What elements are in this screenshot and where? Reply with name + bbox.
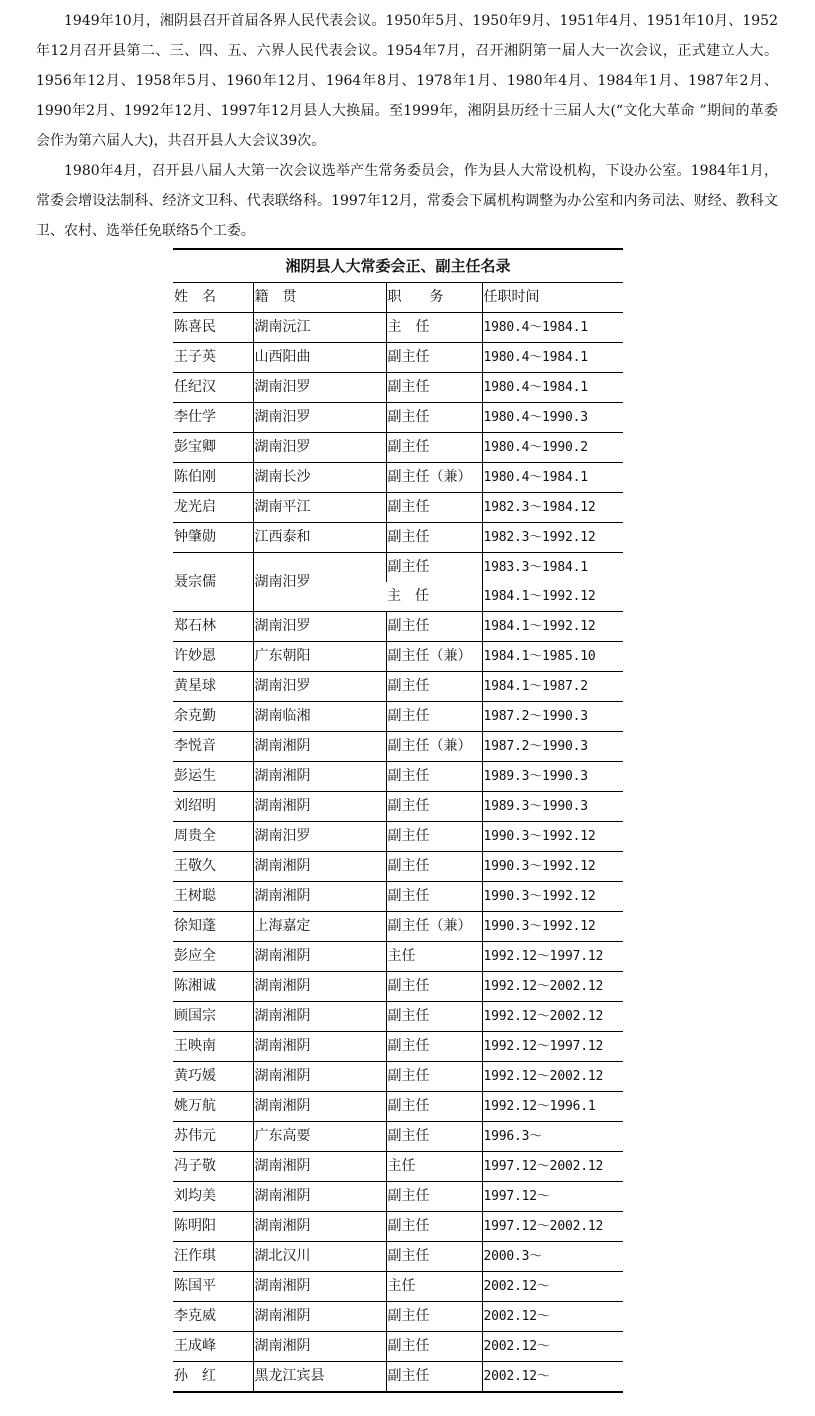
cell-name: 刘均美 (173, 1182, 253, 1212)
cell-term: 2002.12～ (482, 1272, 623, 1302)
cell-name: 郑石林 (173, 612, 253, 642)
cell-post: 副主任 (386, 1122, 482, 1152)
cell-post: 副主任 (386, 343, 482, 373)
cell-name: 彭应全 (173, 942, 253, 972)
cell-name: 王映南 (173, 1032, 253, 1062)
cell-post: 副主任 (386, 672, 482, 702)
cell-name: 聂宗儒 (173, 553, 253, 612)
cell-term: 1992.12～2002.12 (482, 972, 623, 1002)
table-row (173, 762, 623, 792)
cell-term: 1984.1～1992.12 (482, 582, 623, 612)
cell-origin: 湖南汨罗 (253, 612, 386, 642)
cell-origin: 湖南汨罗 (253, 553, 386, 612)
cell-term: 1980.4～1984.1 (482, 313, 623, 343)
cell-post: 副主任 (386, 1242, 482, 1272)
roster-table (173, 282, 623, 1393)
table-header-row (173, 283, 623, 313)
cell-term: 1989.3～1990.3 (482, 792, 623, 822)
cell-name: 许妙恩 (173, 642, 253, 672)
table-row (173, 1302, 623, 1332)
cell-term: 1990.3～1992.12 (482, 822, 623, 852)
cell-post: 副主任 (386, 1362, 482, 1393)
cell-post: 副主任 (386, 493, 482, 523)
cell-origin: 湖南临湘 (253, 702, 386, 732)
table-row (173, 1032, 623, 1062)
cell-post: 副主任 (386, 553, 482, 583)
cell-term: 1996.3～ (482, 1122, 623, 1152)
cell-term: 1992.12～1997.12 (482, 1032, 623, 1062)
cell-post: 主 任 (387, 588, 429, 604)
cell-origin: 湖南湘阴 (253, 942, 386, 972)
table-row (173, 972, 623, 1002)
cell-term: 1992.12～1996.1 (482, 1092, 623, 1122)
cell-name: 汪作琪 (173, 1242, 253, 1272)
cell-name: 王子英 (173, 343, 253, 373)
cell-name: 王敬久 (173, 852, 253, 882)
cell-post: 副主任 (386, 403, 482, 433)
table-row (173, 1362, 623, 1393)
cell-name: 龙光启 (173, 493, 253, 523)
cell-term: 2002.12～ (482, 1302, 623, 1332)
cell-term: 1984.1～1992.12 (482, 612, 623, 642)
cell-post: 副主任 (386, 822, 482, 852)
cell-post: 副主任 (386, 882, 482, 912)
cell-name: 黄巧媛 (173, 1062, 253, 1092)
cell-name: 陈伯刚 (173, 463, 253, 493)
table-row (173, 672, 623, 702)
table-row (173, 732, 623, 762)
cell-name: 陈国平 (173, 1272, 253, 1302)
cell-name: 姚万航 (173, 1092, 253, 1122)
table-title: 湘阴县人大常委会正、副主任名录 (173, 248, 623, 284)
cell-term: 1989.3～1990.3 (482, 762, 623, 792)
cell-post: 副主任 (386, 612, 482, 642)
cell-post: 副主任（兼） (386, 463, 482, 493)
table-row (173, 1002, 623, 1032)
table-row (173, 912, 623, 942)
cell-term: 2002.12～ (482, 1362, 623, 1393)
cell-term: 1980.4～1984.1 (482, 373, 623, 403)
cell-post: 副主任 (386, 1032, 482, 1062)
cell-term: 1987.2～1990.3 (482, 702, 623, 732)
cell-origin: 湖南沅江 (253, 313, 386, 343)
table-row (173, 1062, 623, 1092)
cell-term: 1992.12～2002.12 (482, 1062, 623, 1092)
cell-origin: 湖南汨罗 (253, 403, 386, 433)
cell-term: 1990.3～1992.12 (482, 852, 623, 882)
cell-name: 周贵全 (173, 822, 253, 852)
table-row (173, 852, 623, 882)
cell-post: 副主任 (386, 972, 482, 1002)
cell-term: 1984.1～1985.10 (482, 642, 623, 672)
roster-body (173, 313, 623, 1393)
table-row (173, 1272, 623, 1302)
table-row (173, 642, 623, 672)
cell-origin: 湖南长沙 (253, 463, 386, 493)
cell-post: 副主任 (386, 852, 482, 882)
cell-post: 副主任 (386, 1332, 482, 1362)
cell-post: 主任 (386, 1272, 482, 1302)
cell-post: 副主任 (386, 433, 482, 463)
cell-name: 任纪汉 (173, 373, 253, 403)
cell-post: 主 任 (386, 313, 482, 343)
table-row (173, 882, 623, 912)
table-row (173, 403, 623, 433)
cell-name: 王成峰 (173, 1332, 253, 1362)
cell-name: 陈湘诚 (173, 972, 253, 1002)
table-row (173, 822, 623, 852)
cell-term: 1983.3～1984.1 (482, 553, 623, 583)
intro-paragraph-1: 1949年10月，湘阴县召开首届各界人民代表会议。1950年5月、1950年9月、1951年4月、1951年10月、1952年12月召开县第二、三、四、五、六界人民代表会议。1954年7月，召开湘阴第一届人大一次会议，正式建立人大。1956年12月、1958年5月、1960年12月、1964年8月、1978年1月、1980年4月、1984年1月、1987年2月、1990年2月、1992年12月、1997年12月县人大换届。至1999年，湘阴县历经十三届人大(“文化大革命 ”期间的革委会作为第六届人大)，共召开县人大会议39次。 (36, 13, 778, 149)
cell-post: 副主任（兼） (386, 642, 482, 672)
cell-name: 李仕学 (173, 403, 253, 433)
cell-post: 副主任 (386, 1212, 482, 1242)
cell-origin: 湖南湘阴 (253, 762, 386, 792)
cell-origin: 湖南湘阴 (253, 1272, 386, 1302)
cell-origin: 湖南平江 (253, 493, 386, 523)
cell-term: 1990.3～1992.12 (482, 912, 623, 942)
table-row (173, 373, 623, 403)
cell-name: 刘绍明 (173, 792, 253, 822)
cell-origin: 湖南汨罗 (253, 822, 386, 852)
cell-post: 主任 (386, 1152, 482, 1182)
cell-post: 副主任 (386, 1092, 482, 1122)
table-row (173, 942, 623, 972)
cell-post: 副主任 (386, 523, 482, 553)
table-row (173, 1332, 623, 1362)
cell-name: 顾国宗 (173, 1002, 253, 1032)
cell-post: 副主任 (386, 702, 482, 732)
cell-name: 彭运生 (173, 762, 253, 792)
cell-post: 副主任 (386, 1182, 482, 1212)
cell-origin: 湖南汨罗 (253, 373, 386, 403)
table-row (173, 1182, 623, 1212)
cell-name: 李克威 (173, 1302, 253, 1332)
cell-origin: 广东朝阳 (253, 642, 386, 672)
intro-text (36, 6, 778, 246)
cell-name: 冯子敬 (173, 1152, 253, 1182)
cell-origin: 江西泰和 (253, 523, 386, 553)
table-row (173, 553, 623, 583)
cell-name: 黄星球 (173, 672, 253, 702)
cell-post: 副主任 (386, 1002, 482, 1032)
cell-post: 副主任 (386, 792, 482, 822)
cell-term: 1984.1～1987.2 (482, 672, 623, 702)
cell-name: 王树聪 (173, 882, 253, 912)
header-post: 职 务 (386, 283, 482, 313)
cell-post: 副主任 (386, 1302, 482, 1332)
cell-term: 1980.4～1990.2 (482, 433, 623, 463)
cell-name: 钟肇勋 (173, 523, 253, 553)
cell-origin: 湖南湘阴 (253, 1092, 386, 1122)
cell-term: 1980.4～1984.1 (482, 343, 623, 373)
table-row (173, 612, 623, 642)
cell-origin: 湖南湘阴 (253, 1032, 386, 1062)
table-row (173, 343, 623, 373)
cell-origin: 黑龙江宾县 (253, 1362, 386, 1393)
cell-origin: 湖南汨罗 (253, 433, 386, 463)
cell-post: 副主任 (386, 1062, 482, 1092)
cell-name: 李悦音 (173, 732, 253, 762)
table-row (173, 1152, 623, 1182)
cell-post: 副主任 (386, 373, 482, 403)
cell-name: 苏伟元 (173, 1122, 253, 1152)
cell-post: 副主任 (386, 762, 482, 792)
header-term: 任职时间 (482, 283, 623, 313)
cell-origin: 湖南湘阴 (253, 852, 386, 882)
cell-name: 陈喜民 (173, 313, 253, 343)
header-name: 姓 名 (173, 283, 253, 313)
cell-name: 徐知蓬 (173, 912, 253, 942)
cell-name: 孙 红 (173, 1362, 253, 1393)
table-row (173, 493, 623, 523)
table-row (173, 792, 623, 822)
table-row (173, 433, 623, 463)
cell-origin: 湖南湘阴 (253, 1332, 386, 1362)
cell-origin: 湖南湘阴 (253, 972, 386, 1002)
cell-term: 1997.12～2002.12 (482, 1212, 623, 1242)
table-row (173, 1212, 623, 1242)
cell-origin: 湖南汨罗 (253, 672, 386, 702)
table-row (173, 313, 623, 343)
cell-term: 2002.12～ (482, 1332, 623, 1362)
cell-term: 1982.3～1984.12 (482, 493, 623, 523)
cell-origin: 湖南湘阴 (253, 1302, 386, 1332)
cell-origin: 湖南湘阴 (253, 1182, 386, 1212)
table-row (173, 1242, 623, 1272)
cell-term: 1997.12～ (482, 1182, 623, 1212)
table-row (173, 1092, 623, 1122)
cell-term: 1987.2～1990.3 (482, 732, 623, 762)
cell-term: 1980.4～1990.3 (482, 403, 623, 433)
cell-origin: 湖北汉川 (253, 1242, 386, 1272)
cell-origin: 湖南湘阴 (253, 732, 386, 762)
cell-origin: 上海嘉定 (253, 912, 386, 942)
cell-term: 1982.3～1992.12 (482, 523, 623, 553)
cell-origin: 广东高要 (253, 1122, 386, 1152)
cell-name: 余克勤 (173, 702, 253, 732)
table-row (173, 463, 623, 493)
cell-origin: 湖南湘阴 (253, 792, 386, 822)
cell-post: 副主任（兼） (386, 912, 482, 942)
header-origin: 籍 贯 (253, 283, 386, 313)
cell-term: 1997.12～2002.12 (482, 1152, 623, 1182)
cell-post: 主任 (386, 942, 482, 972)
cell-post: 副主任（兼） (386, 732, 482, 762)
cell-origin: 湖南湘阴 (253, 1062, 386, 1092)
cell-term: 1990.3～1992.12 (482, 882, 623, 912)
cell-term: 2000.3～ (482, 1242, 623, 1272)
cell-term: 1992.12～1997.12 (482, 942, 623, 972)
cell-origin: 山西阳曲 (253, 343, 386, 373)
table-row (173, 1122, 623, 1152)
cell-origin: 湖南湘阴 (253, 1152, 386, 1182)
cell-origin: 湖南湘阴 (253, 1212, 386, 1242)
cell-term: 1980.4～1984.1 (482, 463, 623, 493)
cell-origin: 湖南湘阴 (253, 882, 386, 912)
table-row (173, 702, 623, 732)
cell-name: 陈明阳 (173, 1212, 253, 1242)
cell-origin: 湖南湘阴 (253, 1002, 386, 1032)
cell-term: 1992.12～2002.12 (482, 1002, 623, 1032)
cell-name: 彭宝卿 (173, 433, 253, 463)
intro-paragraph-2: 1980年4月，召开县八届人大第一次会议选举产生常务委员会，作为县人大常设机构，下设办公室。1984年1月，常委会增设法制科、经济文卫科、代表联络科。1997年12月，常委会下属机构调整为办公室和内务司法、财经、教科文卫、农村、选举任免联络5个工委。 (36, 163, 778, 239)
table-row (173, 523, 623, 553)
